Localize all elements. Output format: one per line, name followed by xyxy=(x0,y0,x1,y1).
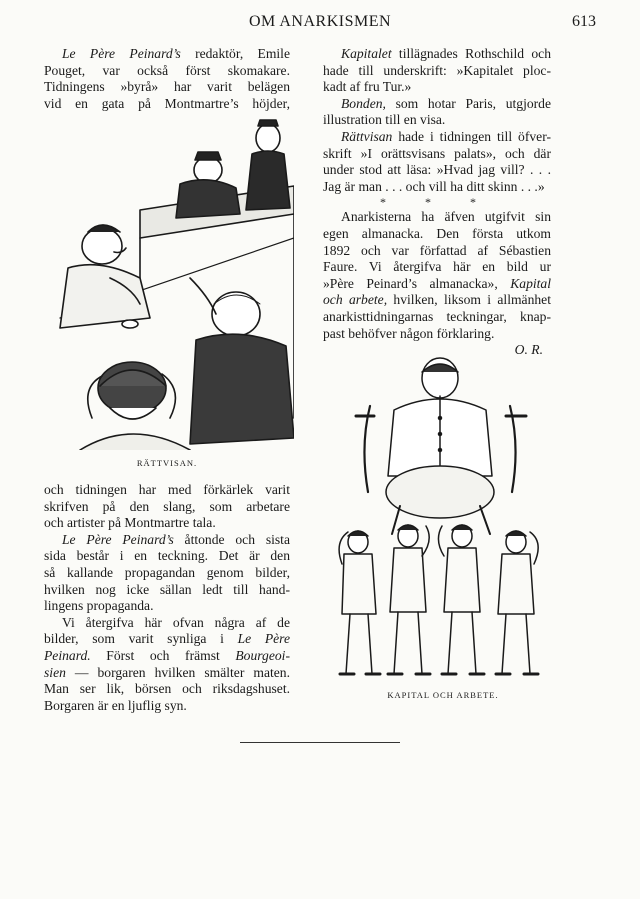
courtroom-illustration xyxy=(40,118,294,450)
text-line: past behöfver någon förklaring. xyxy=(323,325,495,341)
text-line: skrifven på den slang, som arbetare xyxy=(44,498,290,514)
text-line: Pouget, var också först skomakare. xyxy=(44,62,290,78)
text-line: Peinard. Först och främst Bourgeoi- xyxy=(44,647,290,663)
text-line: och arbete, hvilken, liksom i allmänhet xyxy=(323,292,551,308)
text-line: och artister på Montmartre tala. xyxy=(44,515,216,531)
text-line: 1892 och var författad af Sébastien xyxy=(323,242,551,258)
text-line: Vi återgifva här ofvan några af de xyxy=(62,614,290,630)
text-line: Bonden, som hotar Paris, utgjorde xyxy=(341,95,551,111)
text-line: Rättvisan hade i tidningen till öfver- xyxy=(341,128,551,144)
text-line: så kallande propagandan genom bilder, xyxy=(44,564,290,580)
text-line: Le Père Peinard’s åttonde och sista xyxy=(62,531,290,547)
text-line: kadt af fru Tur.» xyxy=(323,79,412,95)
text-line: Kapitalet tillägnades Rothschild och xyxy=(341,46,551,61)
text-line: Tidningens »byrå» har varit belägen xyxy=(44,79,290,95)
text-line: hade till underskrift: »Kapitalet ploc- xyxy=(323,62,551,78)
text-line: och tidningen har med förkärlek varit xyxy=(44,482,290,497)
text-line: Man ser lik, börsen och riksdagshuset. xyxy=(44,681,290,697)
page-number: 613 xyxy=(572,13,596,30)
left-column-bottom xyxy=(44,482,290,714)
text-line: Jag är man . . . och vill ha ditt skinn . . .» xyxy=(323,178,545,194)
text-line: illustration till en visa. xyxy=(323,112,446,128)
text-line: Faure. Vi återgifva här en bild ur xyxy=(323,259,551,275)
capital-and-labour-illustration xyxy=(330,356,556,686)
page-end-rule xyxy=(240,742,400,743)
illustration-caption: RÄTTVISAN. xyxy=(136,458,198,468)
text-line: anarkisttidningarnas teckningar, knap- xyxy=(323,308,551,324)
text-line: bilder, som varit synliga i Le Père xyxy=(44,631,291,647)
text-line: egen almanacka. Den första utkom xyxy=(323,225,551,241)
section-break-stars: * * * xyxy=(380,195,494,210)
text-line: sida består i en teckning. Det är den xyxy=(44,548,290,564)
text-line: Anarkisterna ha äfven utgifvit sin xyxy=(341,209,551,225)
author-signature: O. R. xyxy=(514,342,543,358)
running-header: OM ANARKISMEN xyxy=(248,13,392,30)
text-line: vid en gata på Montmartre’s höjder, xyxy=(44,95,290,111)
text-line: hvilken nog icke sällan ledt till hand- xyxy=(44,581,290,597)
illustration-caption: KAPITAL OCH ARBETE. xyxy=(387,690,499,700)
text-line: skrift »I orättsvisans palats», och där xyxy=(323,145,551,161)
text-line: lingens propaganda. xyxy=(44,598,154,614)
text-line: Borgaren är en ljuflig syn. xyxy=(44,697,187,713)
text-line: sien — borgaren hvilken smälter maten. xyxy=(44,664,290,680)
text-line: Le Père Peinard’s redaktör, Emile xyxy=(62,46,290,61)
left-column-top xyxy=(44,46,290,112)
text-line: under stod att läsa: »Hvad jag vill? . . . xyxy=(323,162,551,178)
text-line: »Père Peinard’s almanacka», Kapital xyxy=(323,275,551,291)
right-column-text xyxy=(323,46,551,359)
